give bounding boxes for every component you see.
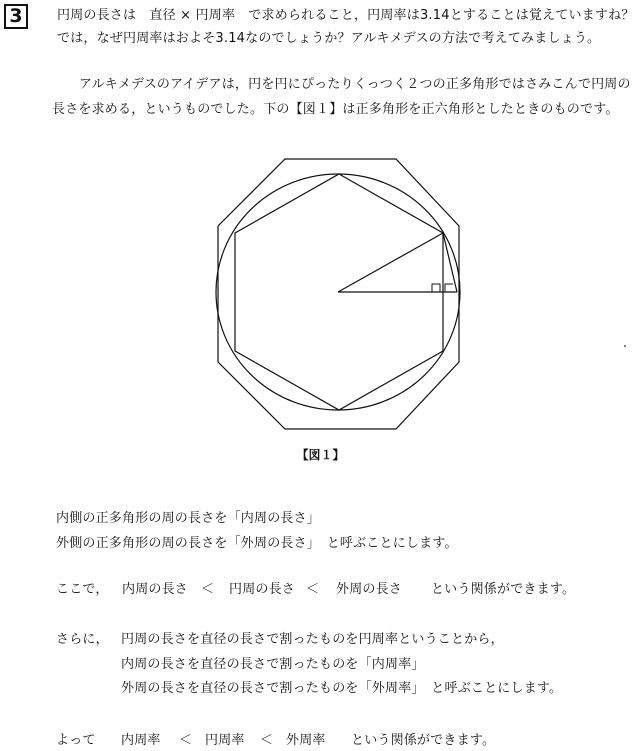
- relation1-outer: 外周の長さ: [336, 582, 403, 597]
- stray-dot: [624, 345, 626, 347]
- figure-caption: 【図１】: [296, 448, 345, 462]
- relation2-inner: 内周率: [121, 733, 161, 748]
- intro-line-2: では，なぜ円周率はおよそ3.14なのでしょうか？アルキメデスの方法で考えてみましょう。: [57, 31, 601, 46]
- relation2-circle: 円周率: [205, 733, 245, 748]
- relation1-circle: 円周の長さ: [229, 582, 296, 597]
- right-angle-marker-2: [445, 284, 453, 292]
- relation1-op1: ＜: [201, 582, 215, 597]
- relation2-op1: ＜: [179, 733, 193, 748]
- idea-line-2: 長さを求める，というものでした。下の【図１】は正多角形を正六角形としたときのものです。: [52, 102, 619, 117]
- idea-line-1: アルキメデスのアイデアは，円を円にぴったりくっつく２つの正多角形ではさみこんで円周の: [79, 77, 631, 92]
- definition-line-1: 内側の正多角形の周の長さを「内周の長さ」: [56, 511, 321, 526]
- radius-line: [338, 233, 443, 292]
- further-lead: さらに，: [56, 632, 109, 647]
- relation2-lead: よって: [56, 733, 96, 748]
- further-line-3: 外周の長さを直径の長さで割ったものを「外周率」 と呼ぶことにします。: [121, 681, 563, 696]
- relation1-tail: という関係ができます。: [431, 582, 576, 597]
- question-number: 3: [4, 4, 28, 29]
- relation2-tail: という関係ができます。: [351, 733, 496, 748]
- outer-hexagon: [218, 159, 459, 429]
- intro-line-1: 円周の長さは 直径 × 円周率 で求められること，円周率は3.14とすることは覚えていますね？: [57, 8, 635, 23]
- further-line-1: 円周の長さを直径の長さで割ったものを円周率ということから，: [121, 632, 504, 647]
- tangent-segment: [443, 233, 457, 292]
- relation1-op2: ＜: [306, 582, 320, 597]
- further-line-2: 内周の長さを直径の長さで割ったものを「内周率」: [121, 657, 425, 672]
- relation1-lead: ここで，: [56, 582, 109, 597]
- right-angle-marker: [432, 284, 440, 292]
- relation2-op2: ＜: [260, 733, 274, 748]
- relation2-outer: 外周率: [286, 733, 326, 748]
- relation1-inner: 内周の長さ: [122, 582, 189, 597]
- definition-line-2: 外側の正多角形の周の長さを「外周の長さ」 と呼ぶことにします。: [56, 536, 458, 551]
